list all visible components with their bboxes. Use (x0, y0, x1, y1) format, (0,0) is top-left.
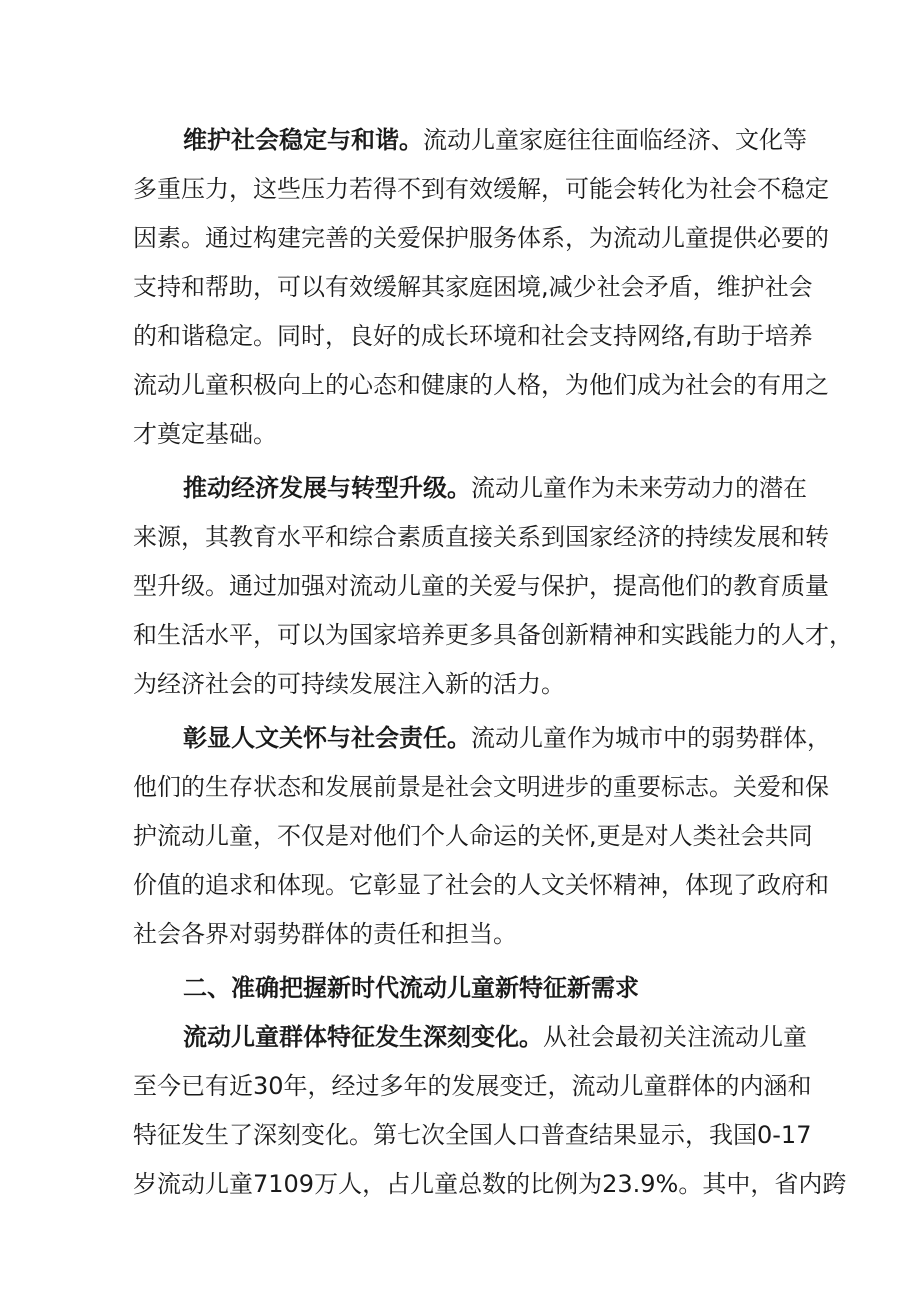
paragraph-stability-line-6: 流动儿童积极向上的心态和健康的人格，为他们成为社会的有用之 (133, 371, 829, 399)
paragraph-stability-line-4: 支持和帮助，可以有效缓解其家庭困境,减少社会矛盾，维护社会 (133, 273, 813, 301)
paragraph-stability-line-5: 的和谐稳定。同时，良好的成长环境和社会支持网络,有助于培养 (133, 322, 813, 350)
paragraph-characteristics-lead: 流动儿童群体特征发生深刻变化。 (183, 1023, 543, 1051)
paragraph-stability-line-7: 才奠定基础。 (133, 420, 277, 448)
paragraph-characteristics-line-2: 至今已有近30年，经过多年的发展变迁，流动儿童群体的内涵和 (133, 1072, 812, 1100)
paragraph-economy-line-3: 型升级。通过加强对流动儿童的关爱与保护，提高他们的教育质量 (133, 572, 829, 600)
paragraph-humanity-text: 流动儿童作为城市中的弱势群体， (471, 724, 831, 752)
paragraph-economy-line-1 (183, 468, 807, 508)
paragraph-humanity-lead: 彰显人文关怀与社会责任。 (183, 724, 471, 752)
paragraph-characteristics-line-1 (183, 1017, 807, 1057)
paragraph-humanity-line-5: 社会各界对弱势群体的责任和担当。 (133, 920, 517, 948)
section-heading: 二、准确把握新时代流动儿童新特征新需求 (183, 974, 639, 1002)
paragraph-economy-line-4: 和生活水平，可以为国家培养更多具备创新精神和实践能力的人才， (133, 621, 853, 649)
paragraph-characteristics-line-3: 特征发生了深刻变化。第七次全国人口普查结果显示，我国0-17 (133, 1121, 812, 1149)
paragraph-humanity-line-4: 价值的追求和体现。它彰显了社会的人文关怀精神，体现了政府和 (133, 871, 829, 899)
paragraph-characteristics-text: 从社会最初关注流动儿童 (543, 1023, 807, 1051)
paragraph-characteristics-line-4: 岁流动儿童7109万人，占儿童总数的比例为23.9%。其中，省内跨 (133, 1170, 847, 1198)
paragraph-humanity-line-2: 他们的生存状态和发展前景是社会文明进步的重要标志。关爱和保 (133, 773, 829, 801)
paragraph-stability-line-2: 多重压力，这些压力若得不到有效缓解，可能会转化为社会不稳定 (133, 175, 829, 203)
paragraph-stability-lead: 维护社会稳定与和谐。 (183, 126, 423, 154)
paragraph-economy-text: 流动儿童作为未来劳动力的潜在 (471, 474, 807, 502)
paragraph-stability-line-3: 因素。通过构建完善的关爱保护服务体系，为流动儿童提供必要的 (133, 224, 829, 252)
paragraph-humanity-line-3: 护流动儿童，不仅是对他们个人命运的关怀,更是对人类社会共同 (133, 822, 813, 850)
paragraph-economy-line-5: 为经济社会的可持续发展注入新的活力。 (133, 670, 565, 698)
paragraph-economy-line-2: 来源，其教育水平和综合素质直接关系到国家经济的持续发展和转 (133, 523, 829, 551)
paragraph-humanity-line-1 (183, 718, 831, 758)
paragraph-stability-line-1 (183, 120, 807, 160)
paragraph-economy-lead: 推动经济发展与转型升级。 (183, 474, 471, 502)
paragraph-stability-text: 流动儿童家庭往往面临经济、文化等 (423, 126, 807, 154)
